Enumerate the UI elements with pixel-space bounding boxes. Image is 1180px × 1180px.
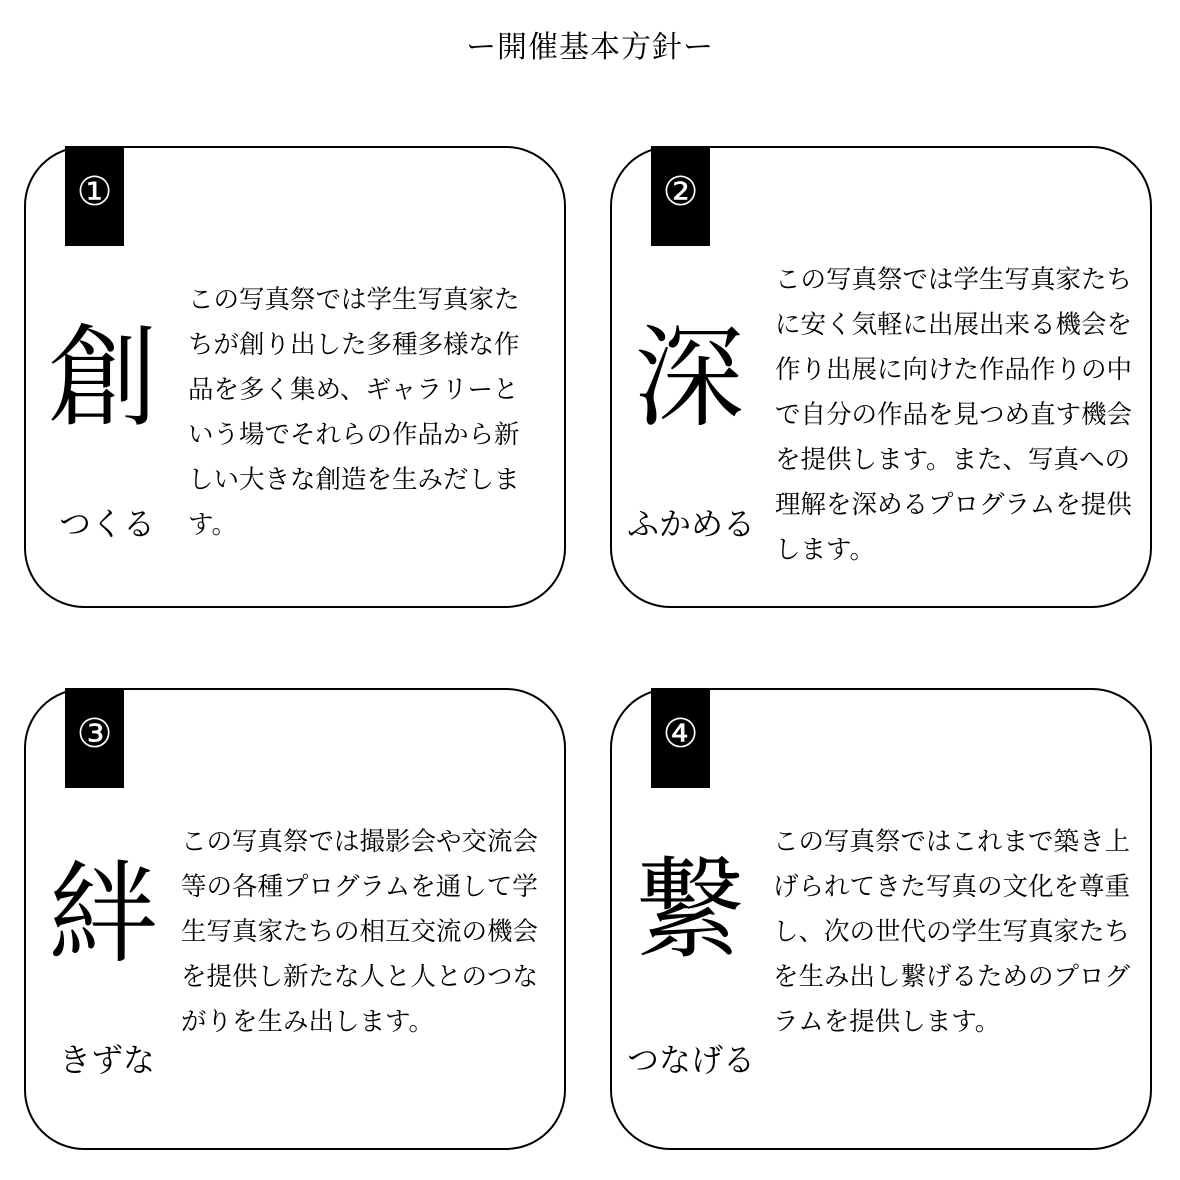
policy-card-3 — [24, 688, 566, 1150]
policy-card-4 — [610, 688, 1152, 1150]
card-reading: ふかめる — [626, 505, 755, 543]
page-title: ー開催基本方針ー — [466, 30, 714, 65]
card-description: この写真祭では学生写真家たちに安く気軽に出展出来る機会を作り出展に向けた作品作りの中で自分の作品を見つめ直す機会を提供します。また、写真への理解を深めるプログラムを提供します。 — [775, 265, 1133, 565]
card-reading: つなげる — [626, 1041, 755, 1079]
card-description: この写真祭では撮影会や交流会等の各種プログラムを通して学生写真家たちの相互交流の機会を提供し新たな人と人とのつながりを生み出します。 — [181, 827, 539, 1037]
card-number-badge: ② — [651, 146, 710, 246]
card-description: この写真祭では学生写真家たちが創り出した多種多様な作品を多く集め、ギャラリーという場でそれらの作品から新しい大きな創造を生みだします。 — [188, 285, 520, 540]
card-reading: つくる — [58, 505, 155, 543]
card-kanji: 創 — [48, 314, 158, 442]
card-number-badge: ① — [65, 146, 124, 246]
policy-card-1 — [24, 146, 566, 608]
card-kanji: 絆 — [48, 850, 158, 978]
policy-card-2 — [610, 146, 1152, 608]
card-number-badge: ③ — [65, 688, 124, 788]
card-kanji: 深 — [634, 314, 744, 442]
card-description: この写真祭ではこれまで築き上げられてきた写真の文化を尊重し、次の世代の学生写真家たちを生み出し繋げるためのプログラムを提供します。 — [773, 827, 1131, 1037]
card-number-badge: ④ — [651, 688, 710, 788]
card-reading: きずな — [58, 1041, 155, 1079]
card-kanji: 繋 — [634, 846, 744, 974]
